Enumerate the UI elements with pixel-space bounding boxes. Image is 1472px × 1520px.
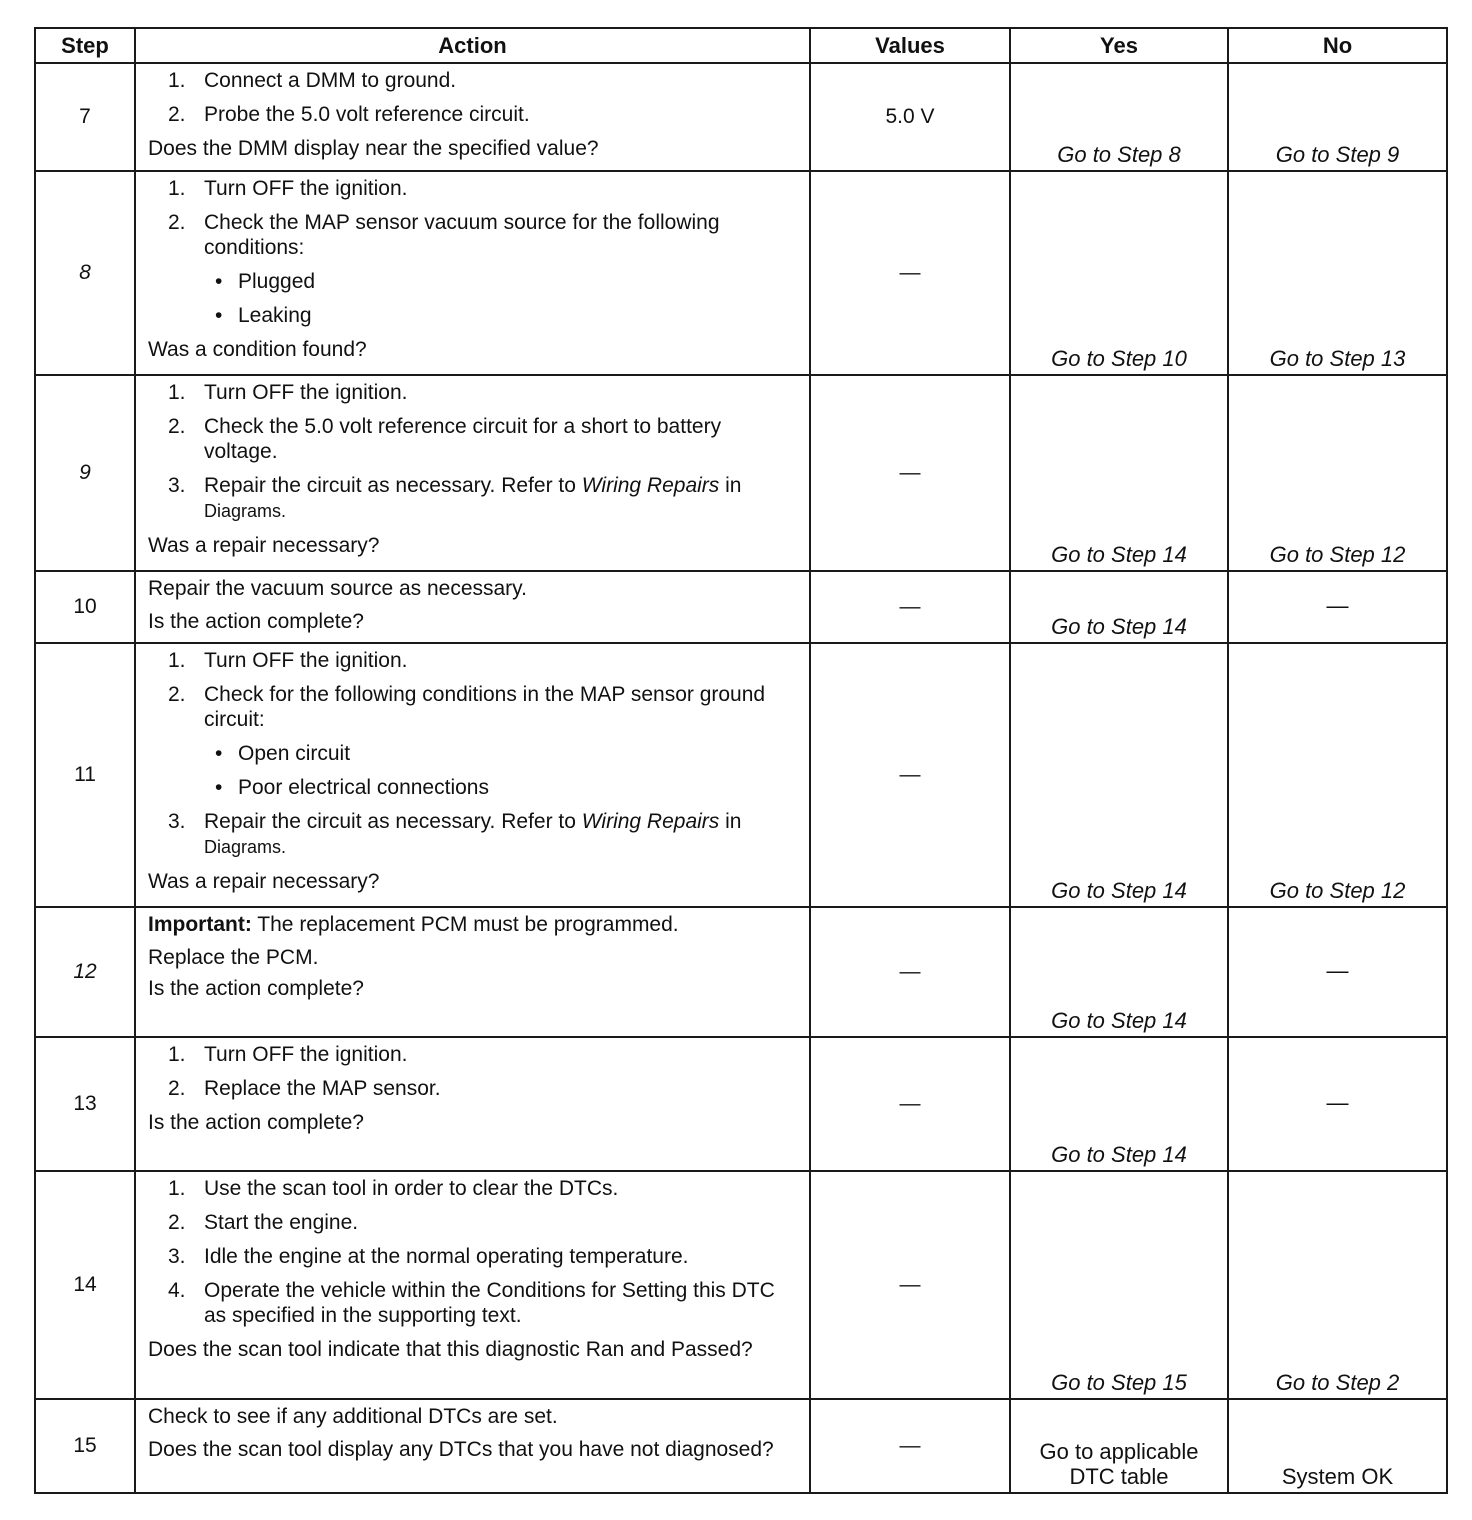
step-question: Is the action complete?: [148, 977, 364, 1000]
list-item: 2. Start the engine.: [168, 1211, 359, 1234]
list-item: 2. Check the 5.0 volt reference circuit for a short to battery voltage.: [168, 415, 722, 463]
list-item: 2. Check the MAP sensor vacuum source for the following conditions:: [168, 211, 720, 259]
header-step: Step: [35, 28, 135, 63]
header-yes: Yes: [1010, 28, 1228, 63]
list-item: 4. Operate the vehicle within the Conditions for Setting this DTC as specified in the supporting text.: [168, 1279, 775, 1327]
step-value: —: [810, 571, 1010, 643]
step-action: [135, 643, 810, 907]
list-item: 2. Check for the following conditions in the MAP sensor ground circuit:: [168, 683, 766, 731]
step-action: [135, 1399, 810, 1493]
table-row: [35, 643, 1447, 907]
step-question: Was a repair necessary?: [148, 870, 380, 893]
step-number: 9: [35, 375, 135, 571]
header-values: Values: [810, 28, 1010, 63]
bullet-item: • Leaking: [215, 304, 312, 327]
yes-result: Go to Step 15: [1010, 1171, 1228, 1399]
list-item: 3. Repair the circuit as necessary. Refer to Wiring Repairs in Diagrams.: [168, 810, 742, 857]
step-value: 5.0 V: [810, 63, 1010, 171]
table-row: [35, 1399, 1447, 1493]
header-row: [35, 28, 1447, 63]
step-value: —: [810, 643, 1010, 907]
reference-link: Wiring Repairs: [581, 474, 720, 497]
yes-result: Go to Step 14: [1010, 375, 1228, 571]
no-result: —: [1228, 571, 1447, 643]
yes-result: Go to Step 14: [1010, 907, 1228, 1037]
step-number: 8: [35, 171, 135, 375]
important-note: Important: The replacement PCM must be programmed.: [148, 913, 679, 936]
list-item: 1. Use the scan tool in order to clear the DTCs.: [168, 1177, 619, 1200]
step-question: Does the scan tool indicate that this diagnostic Ran and Passed?: [148, 1338, 753, 1361]
step-action: [135, 171, 810, 375]
no-result: System OK: [1228, 1399, 1447, 1493]
step-action: [135, 907, 810, 1037]
table-row: [35, 571, 1447, 643]
step-text: Replace the PCM.: [148, 946, 319, 969]
yes-result: Go to Step 14: [1010, 643, 1228, 907]
bullet-item: • Poor electrical connections: [215, 776, 489, 799]
list-item: 2. Replace the MAP sensor.: [168, 1077, 441, 1100]
table-row: [35, 63, 1447, 171]
list-item: 1. Connect a DMM to ground.: [168, 69, 457, 92]
table-row: [35, 1171, 1447, 1399]
step-action: [135, 1171, 810, 1399]
step-number: 10: [35, 571, 135, 643]
no-result: Go to Step 2: [1228, 1171, 1447, 1399]
step-question: Is the action complete?: [148, 1111, 364, 1134]
step-question: Was a repair necessary?: [148, 534, 380, 557]
step-action: [135, 1037, 810, 1171]
step-question: Is the action complete?: [148, 610, 364, 633]
bullet-item: • Open circuit: [215, 742, 351, 765]
list-item: 1. Turn OFF the ignition.: [168, 381, 408, 404]
step-question: Does the DMM display near the specified value?: [148, 137, 599, 160]
yes-result: Go to Step 14: [1010, 571, 1228, 643]
yes-result: Go to Step 10: [1010, 171, 1228, 375]
step-value: —: [810, 171, 1010, 375]
diagnostic-table: [34, 27, 1448, 1494]
header-no: No: [1228, 28, 1447, 63]
step-value: —: [810, 1037, 1010, 1171]
step-number: 15: [35, 1399, 135, 1493]
list-item: 1. Turn OFF the ignition.: [168, 649, 408, 672]
step-action: [135, 375, 810, 571]
step-action: [135, 571, 810, 643]
step-value: —: [810, 1399, 1010, 1493]
no-result: Go to Step 13: [1228, 171, 1447, 375]
no-result: —: [1228, 907, 1447, 1037]
step-action: [135, 63, 810, 171]
table-row: [35, 171, 1447, 375]
list-item: 3. Idle the engine at the normal operating temperature.: [168, 1245, 689, 1268]
step-value: —: [810, 375, 1010, 571]
no-result: Go to Step 9: [1228, 63, 1447, 171]
bullet-item: • Plugged: [215, 270, 316, 293]
yes-result: Go to Step 14: [1010, 1037, 1228, 1171]
list-item: 1. Turn OFF the ignition.: [168, 1043, 408, 1066]
step-question: Was a condition found?: [148, 338, 367, 361]
step-number: 7: [35, 63, 135, 171]
step-number: 11: [35, 643, 135, 907]
reference-link: Wiring Repairs: [581, 810, 720, 833]
step-question: Does the scan tool display any DTCs that you have not diagnosed?: [148, 1438, 774, 1461]
list-item: 2. Probe the 5.0 volt reference circuit.: [168, 103, 530, 126]
step-text: Check to see if any additional DTCs are set.: [148, 1405, 558, 1428]
step-number: 12: [35, 907, 135, 1037]
no-result: —: [1228, 1037, 1447, 1171]
table-row: [35, 907, 1447, 1037]
step-number: 14: [35, 1171, 135, 1399]
list-item: 3. Repair the circuit as necessary. Refer to Wiring Repairs in Diagrams.: [168, 474, 742, 521]
step-value: —: [810, 907, 1010, 1037]
list-item: 1. Turn OFF the ignition.: [168, 177, 408, 200]
no-result: Go to Step 12: [1228, 375, 1447, 571]
no-result: Go to Step 12: [1228, 643, 1447, 907]
yes-result: Go to Step 8: [1010, 63, 1228, 171]
yes-result: Go to applicable DTC table: [1010, 1399, 1228, 1493]
table-row: [35, 1037, 1447, 1171]
step-number: 13: [35, 1037, 135, 1171]
step-value: —: [810, 1171, 1010, 1399]
step-text: Repair the vacuum source as necessary.: [148, 577, 527, 600]
table-row: [35, 375, 1447, 571]
header-action: Action: [135, 28, 810, 63]
